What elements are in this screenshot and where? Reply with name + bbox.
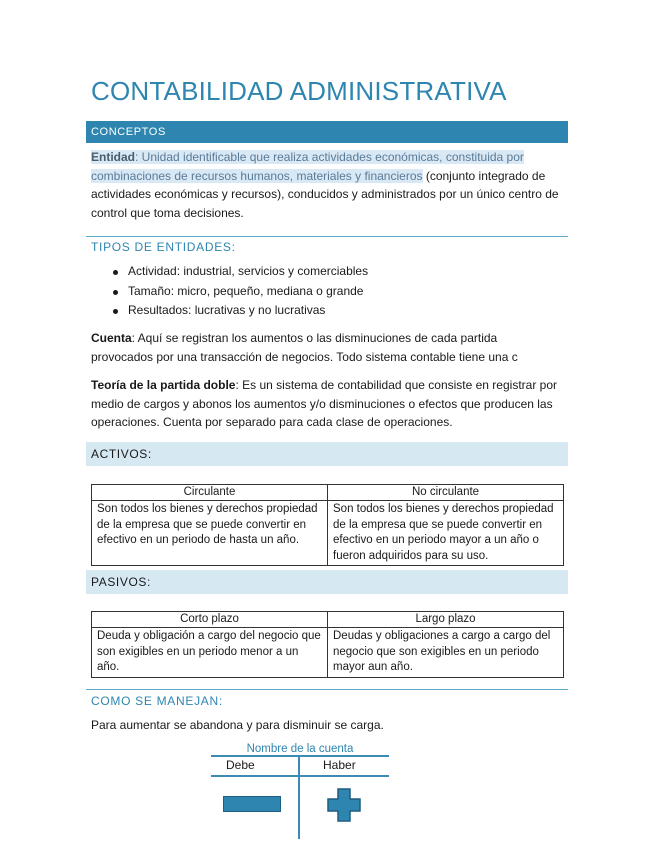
section-divider (86, 689, 568, 690)
entidad-term: Entidad (91, 150, 135, 164)
manejo-heading: COMO SE MANEJAN: (91, 694, 223, 708)
table-header-row (92, 485, 564, 501)
pasivos-col2-header: Largo plazo (328, 612, 564, 628)
activos-heading: ACTIVOS: (86, 442, 568, 466)
pasivos-heading: PASIVOS: (86, 570, 568, 594)
section-divider (86, 236, 568, 237)
haber-label: Haber (323, 758, 356, 772)
bullet-icon (113, 290, 118, 295)
debe-label: Debe (226, 758, 255, 772)
partida-doble-paragraph (91, 376, 561, 432)
tipos-heading: TIPOS DE ENTIDADES: (91, 240, 236, 254)
t-account-center-line (298, 755, 300, 839)
bullet-icon (113, 270, 118, 275)
t-account-header-line (211, 775, 389, 777)
list-item: Resultados: lucrativas y no lucrativas (106, 301, 368, 321)
minus-icon (223, 796, 281, 812)
table-row (92, 628, 564, 678)
entidad-definition: : Unidad identificable que realiza actividades económicas, constituida por combinaciones de recursos humanos, materiales y financieros (91, 150, 524, 183)
pasivos-table (91, 611, 564, 678)
partida-doble-definition: : Es un sistema de contabilidad que consiste en registrar por medio de cargos y abonos los aumentos y/o disminuciones o efectos que producen las operaciones. Cuenta por separado para cada clase de operaciones. (91, 378, 557, 429)
activos-col1-header: Circulante (92, 485, 328, 501)
entidad-paragraph (91, 148, 561, 222)
cuenta-term: Cuenta (91, 331, 132, 345)
activos-col2-cell: Son todos los bienes y derechos propiedad de la empresa que se puede convertir en efectivo en un periodo mayor a un año o fueron adquiridos para su uso. (328, 501, 564, 566)
page-title: CONTABILIDAD ADMINISTRATIVA (91, 76, 507, 106)
table-row (92, 501, 564, 566)
conceptos-heading: CONCEPTOS (86, 121, 568, 143)
partida-doble-term: Teoría de la partida doble (91, 378, 236, 392)
tipos-list (106, 262, 368, 321)
entidad-rest: (conjunto integrado de actividades económicas y recursos), conducidos y administrados por un único centro de control que toma decisiones. (91, 168, 559, 220)
t-account-title: Nombre de la cuenta (246, 743, 354, 755)
cuenta-paragraph (91, 329, 561, 366)
activos-table (91, 484, 564, 566)
cuenta-definition: : Aquí se registran los aumentos o las disminuciones de cada partida provocados por una transacción de negocios. Todo sistema contable tiene una c (91, 331, 518, 364)
manejo-text: Para aumentar se abandona y para disminuir se carga. (91, 718, 384, 732)
list-item: Actividad: industrial, servicios y comerciables (106, 262, 368, 282)
activos-col1-cell: Son todos los bienes y derechos propiedad de la empresa que se puede convertir en efectivo en un periodo de hasta un año. (92, 501, 328, 566)
bullet-icon (113, 309, 118, 314)
pasivos-col2-cell: Deudas y obligaciones a cargo a cargo del negocio que son exigibles en un periodo mayor aun año. (328, 628, 564, 678)
pasivos-col1-header: Corto plazo (92, 612, 328, 628)
list-item: Tamaño: micro, pequeño, mediana o grande (106, 282, 368, 302)
t-account-top-line (211, 755, 389, 757)
activos-col2-header: No circulante (328, 485, 564, 501)
plus-icon (327, 788, 361, 822)
pasivos-col1-cell: Deuda y obligación a cargo del negocio que son exigibles en un periodo menor a un año. (92, 628, 328, 678)
table-header-row (92, 612, 564, 628)
